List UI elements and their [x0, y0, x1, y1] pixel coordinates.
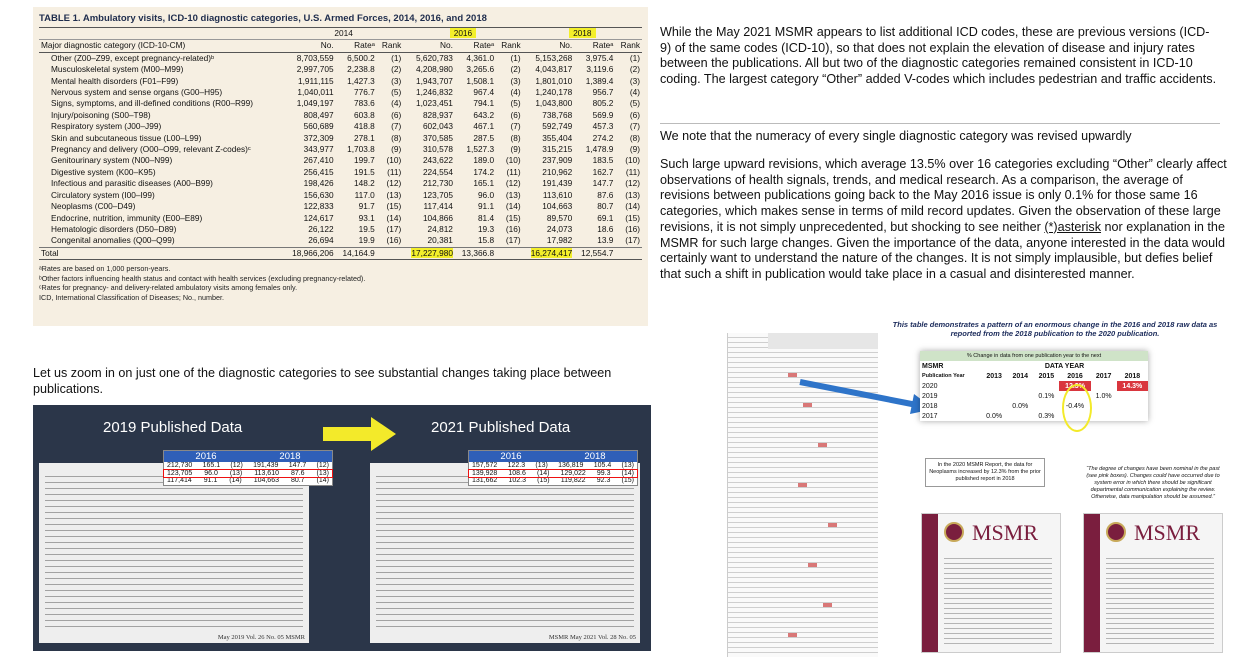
arrow-right-icon [323, 414, 398, 454]
msmr-cover-left: MSMR [921, 513, 1061, 653]
arrow-blue-icon [798, 378, 938, 418]
neoplasm-callout: In the 2020 MSMR Report, the data for Neoplasms increased by 12.3% from the prior published report in 2018 [925, 458, 1045, 487]
table1-row: Digestive system (K00–K95) 256,415 191.5 (11) 224,554 174.2 (11) 210,962 162.7 (11) [51, 166, 640, 177]
label-2019-published: 2019 Published Data [103, 419, 243, 436]
highlight-row-2019: 123,705 96.0 (13) 113,610 87.6 (13) [164, 470, 332, 478]
paragraph-icd-codes: While the May 2021 MSMR appears to list additional ICD codes, these are previous versions (ICD-9) of the same codes (ICD-10), so that does not explain the elevation of disease and injury rates between the publications. All but two of the diagnostic categories remained consistent in ICD-10 coding. The largest category “Other” added V-codes which includes pedestrian and traffic accidents. [660, 25, 1217, 87]
overlay-2021: 2016 2018 157,572 122.3 (13) 136,819 105.4 (13) 139,928 108.6 (14) 129,022 99.3 (14) 131,662 102.3 (15) 119,822 92.3 (15) [468, 450, 638, 486]
table1-row: Skin and subcutaneous tissue (L00–L99) 372,309 278.1 (8) 370,585 287.5 (8) 355,404 274.2 (8) [51, 132, 640, 143]
year-2014: 2014 [284, 28, 403, 40]
seal-icon [1106, 522, 1126, 542]
table1-panel [33, 7, 648, 326]
asterisk-link[interactable]: (*)asterisk [1044, 219, 1102, 234]
year-2018: 2018 [569, 28, 595, 38]
table1-row: Circulatory system (I00–I99) 156,630 117.0 (13) 123,705 96.0 (13) 113,610 87.6 (13) [51, 189, 640, 200]
table1-row: Nervous system and sense organs (G00–H95) 1,040,011 776.7 (5) 1,246,832 967.4 (4) 1,240,178 956.7 (4) [51, 87, 640, 98]
zoom-paragraph: Let us zoom in on just one of the diagnostic categories to see substantial changes taking place between publications. [33, 366, 612, 396]
total-2016-highlight: 17,227,980 [411, 247, 453, 258]
comparison-panel [33, 405, 651, 651]
table1-row: Genitourinary system (N00–N99) 267,410 199.7 (10) 243,622 189.0 (10) 237,909 183.5 (10) [51, 155, 640, 166]
table1-notes: ᵃRates are based on 1,000 person-years. ᵇOther factors influencing health status and contact with health services (excluding pregnancy-related). ᶜRates for pregnancy- and delivery-related ambulatory visits among females only. ICD, International Classification of Diseases; No., number. [39, 264, 366, 302]
pct-row-2018: 2018 0.0% -0.4% [922, 402, 1085, 410]
pct-row-2020: 2020 12.3% 14.3% [920, 381, 1148, 391]
table1-row: Signs, symptoms, and ill-defined conditions (R00–R99) 1,049,197 783.6 (4) 1,023,451 794.1 (5) 1,043,800 805.2 (5) [51, 98, 640, 109]
pct-row-2019: 2019 0.1% 1.0% [922, 392, 1112, 400]
table1-title: TABLE 1. Ambulatory visits, ICD-10 diagnostic categories, U.S. Armed Forces, 2014, 2016, and 2018 [39, 13, 487, 24]
table1-header: Major diagnostic category (ICD-10-CM) No. Rateᵃ Rank No. Rateᵃ Rank No. Rateᵃ Rank [41, 40, 640, 51]
highlight-circle [1062, 384, 1092, 432]
table1-row: Endocrine, nutrition, immunity (E00–E89) 124,617 93.1 (14) 104,866 81.4 (15) 89,570 69.1 (15) [51, 212, 640, 223]
seal-icon [944, 522, 964, 542]
msmr-cover-right: MSMR [1083, 513, 1223, 653]
table1-row: Mental health disorders (F01–F99) 1,911,115 1,427.3 (3) 1,943,707 1,508.1 (3) 1,801,010 1,389.4 (3) [51, 75, 640, 86]
pattern-title: This table demonstrates a pattern of an enormous change in the 2016 and 2018 raw data as reported from the 2018 publication to the 2020 publication. [892, 320, 1218, 338]
year-2016: 2016 [450, 28, 476, 38]
table1-row: Hematologic disorders (D50–D89) 26,122 19.5 (17) 24,812 19.3 (16) 24,073 18.6 (16) [51, 223, 640, 234]
paragraph-revisions: Such large upward revisions, which average 13.5% over 16 categories excluding “Other” clearly affect observations of health signals, trends, and medical research. As a comparison, the average of revisions between publications going back to the May 2016 issue is only 0.1% for those same 16 categories, which makes sense in terms of mild record updates. Given the observation of these large revisions, it is not simply unprecedented, but shocking to see neither (*)asterisk nor explanation in the MSMR for such large changes. Given the importance of the data, anyone interested in the data would certainly want to understand the nature of the changes. It is not simply implausible, but defies belief that such a shift in publication would take place in a casual and disinterested manner. [660, 157, 1227, 281]
table1-row: Infectious and parasitic diseases (A00–B99) 198,426 148.2 (12) 212,730 165.1 (12) 191,439 147.7 (12) [51, 178, 640, 189]
paragraph-numeracy: We note that the numeracy of every single diagnostic category was revised upwardly [660, 129, 1132, 143]
table1 [39, 27, 642, 260]
table-2021-thumbnail: MSMR May 2021 Vol. 28 No. 05 [370, 463, 640, 643]
quote-callout: “The degree of changes have been nominal in the past (see pink boxes). Changes could have occurred due to system error in which there should be significant departmental communication explaining the review. Otherwise, data manipulation should be assumed.” [1086, 466, 1220, 500]
table1-total-row: Total 18,966,206 14,164.9 17,227,980 13,366.8 16,274,417 12,554.7 [39, 247, 642, 259]
overlay-2019: 2016 2018 212,730 165.1 (12) 191,439 147.7 (12) 123,705 96.0 (13) 113,610 87.6 (13) 117,414 91.1 (14) 104,663 80.7 (14) [163, 450, 333, 486]
table1-row: Injury/poisoning (S00–T98) 808,497 603.8 (6) 828,937 643.2 (6) 738,768 569.9 (6) [51, 109, 640, 120]
label-2021-published: 2021 Published Data [431, 419, 571, 436]
table-2019-thumbnail: May 2019 Vol. 26 No. 05 MSMR [39, 463, 309, 643]
table1-row: Congenital anomalies (Q00–Q99) 26,694 19.9 (16) 20,381 15.8 (17) 17,982 13.9 (17) [51, 235, 640, 246]
table1-row: Pregnancy and delivery (O00–O99, relevant Z-codes)ᶜ 343,977 1,703.8 (9) 310,578 1,527.3 (9) 315,215 1,478.9 (9) [51, 144, 640, 155]
highlight-row-2021: 139,928 108.6 (14) 129,022 99.3 (14) [469, 470, 637, 478]
table1-row: Other (Z00–Z99, except pregnancy-related)ᵇ 8,703,559 6,500.2 (1) 5,620,783 4,361.0 (1) 5,153,268 3,975.4 (1) [51, 52, 640, 63]
pct-row-2017: 2017 0.0% 0.3% [922, 412, 1055, 420]
table1-body [39, 52, 642, 247]
table1-row: Neoplasms (C00–D49) 122,833 91.7 (15) 117,414 91.1 (14) 104,663 80.7 (14) [51, 201, 640, 212]
total-2018-highlight: 16,274,417 [530, 247, 573, 258]
divider [660, 123, 1220, 124]
table1-row: Respiratory system (J00–J99) 560,689 418.8 (7) 602,043 467.1 (7) 592,749 457.3 (7) [51, 121, 640, 132]
table1-row: Musculoskeletal system (M00–M99) 2,997,705 2,238.8 (2) 4,208,980 3,265.6 (2) 4,043,817 3,119.6 (2) [51, 64, 640, 75]
percent-change-table: % Change in data from one publication year to the next MSMR DATA YEAR Publication Year 2013 2014 2015 2016 2017 2018 2020 12.3% 14.3% 2019 0.1% 1.0% 2018 0.0% -0.4% 2017 0.0% 0.3% [920, 351, 1148, 421]
